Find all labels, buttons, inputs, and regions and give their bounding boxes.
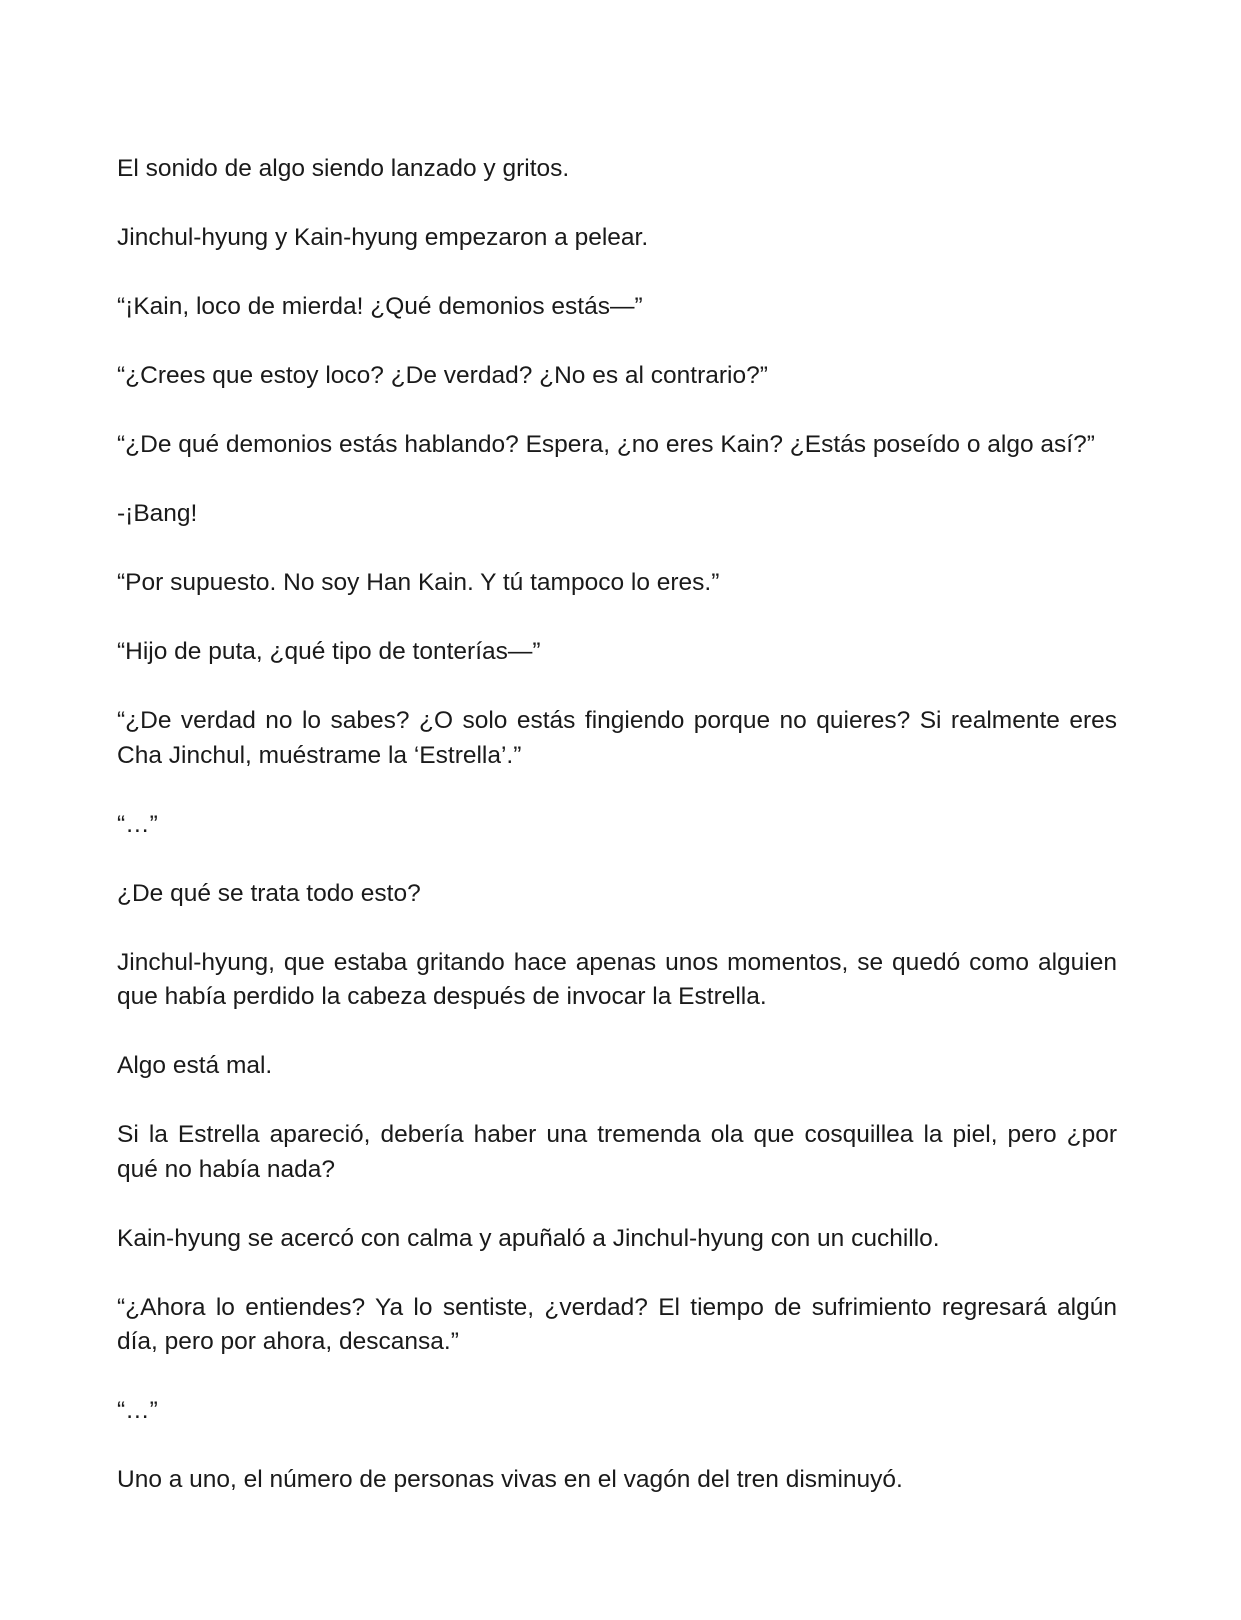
paragraph: “¿Ahora lo entiendes? Ya lo sentiste, ¿verdad? El tiempo de sufrimiento regresará algún día, pero por ahora, descansa.” <box>117 1293 1117 1355</box>
paragraph: “Por supuesto. No soy Han Kain. Y tú tampoco lo eres.” <box>117 569 720 596</box>
paragraph: “Hijo de puta, ¿qué tipo de tonterías—” <box>117 638 541 665</box>
paragraph: -¡Bang! <box>117 500 198 527</box>
paragraph: Jinchul-hyung, que estaba gritando hace apenas unos momentos, se quedó como alguien que había perdido la cabeza después de invocar la Estrella. <box>117 948 1117 1010</box>
paragraph: Kain-hyung se acercó con calma y apuñaló a Jinchul-hyung con un cuchillo. <box>117 1224 940 1252</box>
paragraph: “…” <box>117 1397 158 1424</box>
paragraph: Si la Estrella apareció, debería haber una tremenda ola que cosquillea la piel, pero ¿por qué no había nada? <box>117 1121 1117 1183</box>
paragraph: ¿De qué se trata todo esto? <box>117 879 421 907</box>
paragraph: Algo está mal. <box>117 1052 273 1079</box>
paragraph: “¡Kain, loco de mierda! ¿Qué demonios estás—” <box>117 293 643 320</box>
paragraph: “¿De qué demonios estás hablando? Espera, ¿no eres Kain? ¿Estás poseído o algo así?” <box>117 431 1095 458</box>
paragraph: “¿Crees que estoy loco? ¿De verdad? ¿No es al contrario?” <box>117 362 768 389</box>
paragraph: El sonido de algo siendo lanzado y gritos. <box>117 155 570 182</box>
body-text <box>117 152 1117 1498</box>
paragraph: Jinchul-hyung y Kain-hyung empezaron a pelear. <box>117 224 649 251</box>
paragraph: Uno a uno, el número de personas vivas en el vagón del tren disminuyó. <box>117 1466 903 1493</box>
paragraph: “¿De verdad no lo sabes? ¿O solo estás fingiendo porque no quieres? Si realmente eres Cha Jinchul, muéstrame la ‘Estrella’.” <box>117 707 1117 769</box>
paragraph: “…” <box>117 810 158 838</box>
